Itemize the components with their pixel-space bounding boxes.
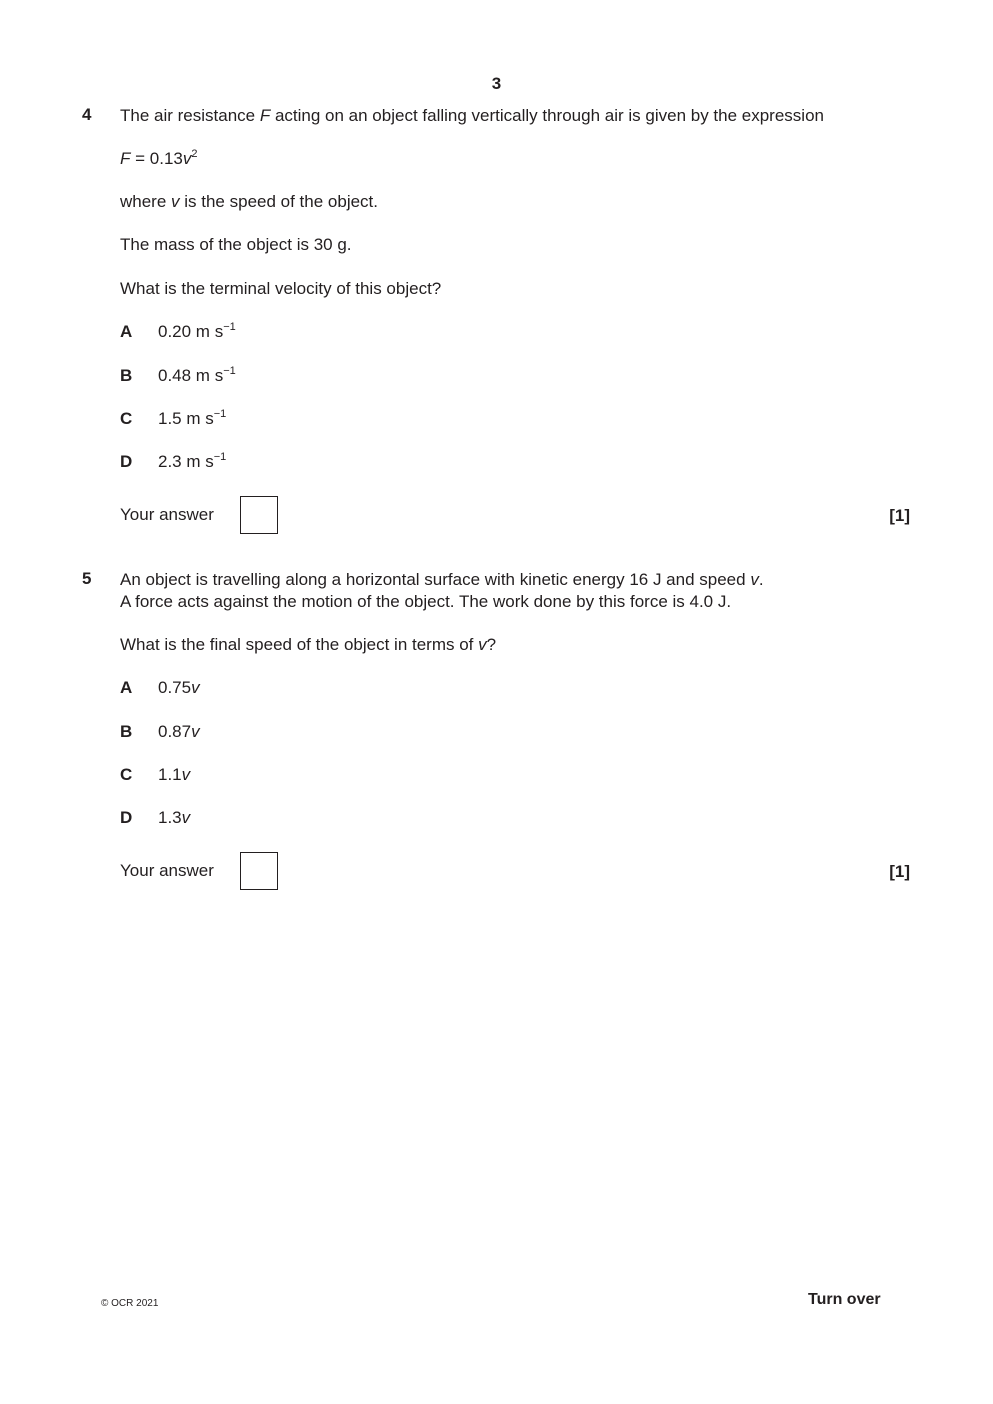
q5-option-b-value: 0.87v bbox=[158, 722, 200, 741]
question-4-intro: The air resistance F acting on an object falling vertically through air is given by the expression bbox=[120, 106, 824, 125]
q5-option-b-letter: B bbox=[120, 722, 133, 741]
question-5-line-2: A force acts against the motion of the object. The work done by this force is 4.0 J. bbox=[120, 592, 732, 611]
q4-option-a-value: 0.20 m $s^{-1}$ bbox=[158, 321, 236, 341]
q5-option-a-value: 0.75v bbox=[158, 678, 200, 697]
page-number: 3 bbox=[491, 74, 502, 93]
question-5-line-1: An object is travelling along a horizontal surface with kinetic energy 16 J and speed v. bbox=[120, 570, 764, 589]
footer-copyright: © OCR 2021 bbox=[101, 1298, 159, 1309]
question-4-mass: The mass of the object is 30 g. bbox=[120, 235, 352, 254]
q5-answer-label: Your answer bbox=[120, 861, 214, 880]
q4-option-b-letter: B bbox=[120, 366, 133, 385]
q4-option-c-value: 1.5 m $s^{-1}$ bbox=[158, 408, 227, 428]
question-5-number: 5 bbox=[82, 569, 92, 588]
q4-option-d-value: 2.3 m $s^{-1}$ bbox=[158, 451, 227, 471]
q5-option-c-value: 1.1v bbox=[158, 765, 191, 784]
q5-option-a-letter: A bbox=[120, 678, 133, 697]
q4-option-c-letter: C bbox=[120, 409, 133, 428]
q5-marks: [1] bbox=[889, 862, 910, 881]
q4-answer-box[interactable] bbox=[240, 496, 278, 534]
footer-turn-over: Turn over bbox=[808, 1291, 881, 1308]
q4-answer-label: Your answer bbox=[120, 505, 214, 524]
question-4-prompt: What is the terminal velocity of this object? bbox=[120, 279, 442, 298]
q5-option-d-value: 1.3v bbox=[158, 808, 191, 827]
q4-option-b-value: 0.48 m $s^{-1}$ bbox=[158, 365, 236, 385]
q4-marks: [1] bbox=[889, 506, 910, 525]
question-4-where: where v is the speed of the object. bbox=[120, 192, 378, 211]
q5-option-c-letter: C bbox=[120, 765, 133, 784]
q5-option-d-letter: D bbox=[120, 808, 133, 827]
q5-answer-box[interactable] bbox=[240, 852, 278, 890]
question-4-equation: $F = 0.13v^2$ bbox=[120, 148, 198, 168]
question-5-prompt: What is the final speed of the object in terms of v? bbox=[120, 635, 497, 654]
q4-option-d-letter: D bbox=[120, 452, 133, 471]
q4-option-a-letter: A bbox=[120, 322, 133, 341]
question-4-number: 4 bbox=[82, 105, 92, 124]
